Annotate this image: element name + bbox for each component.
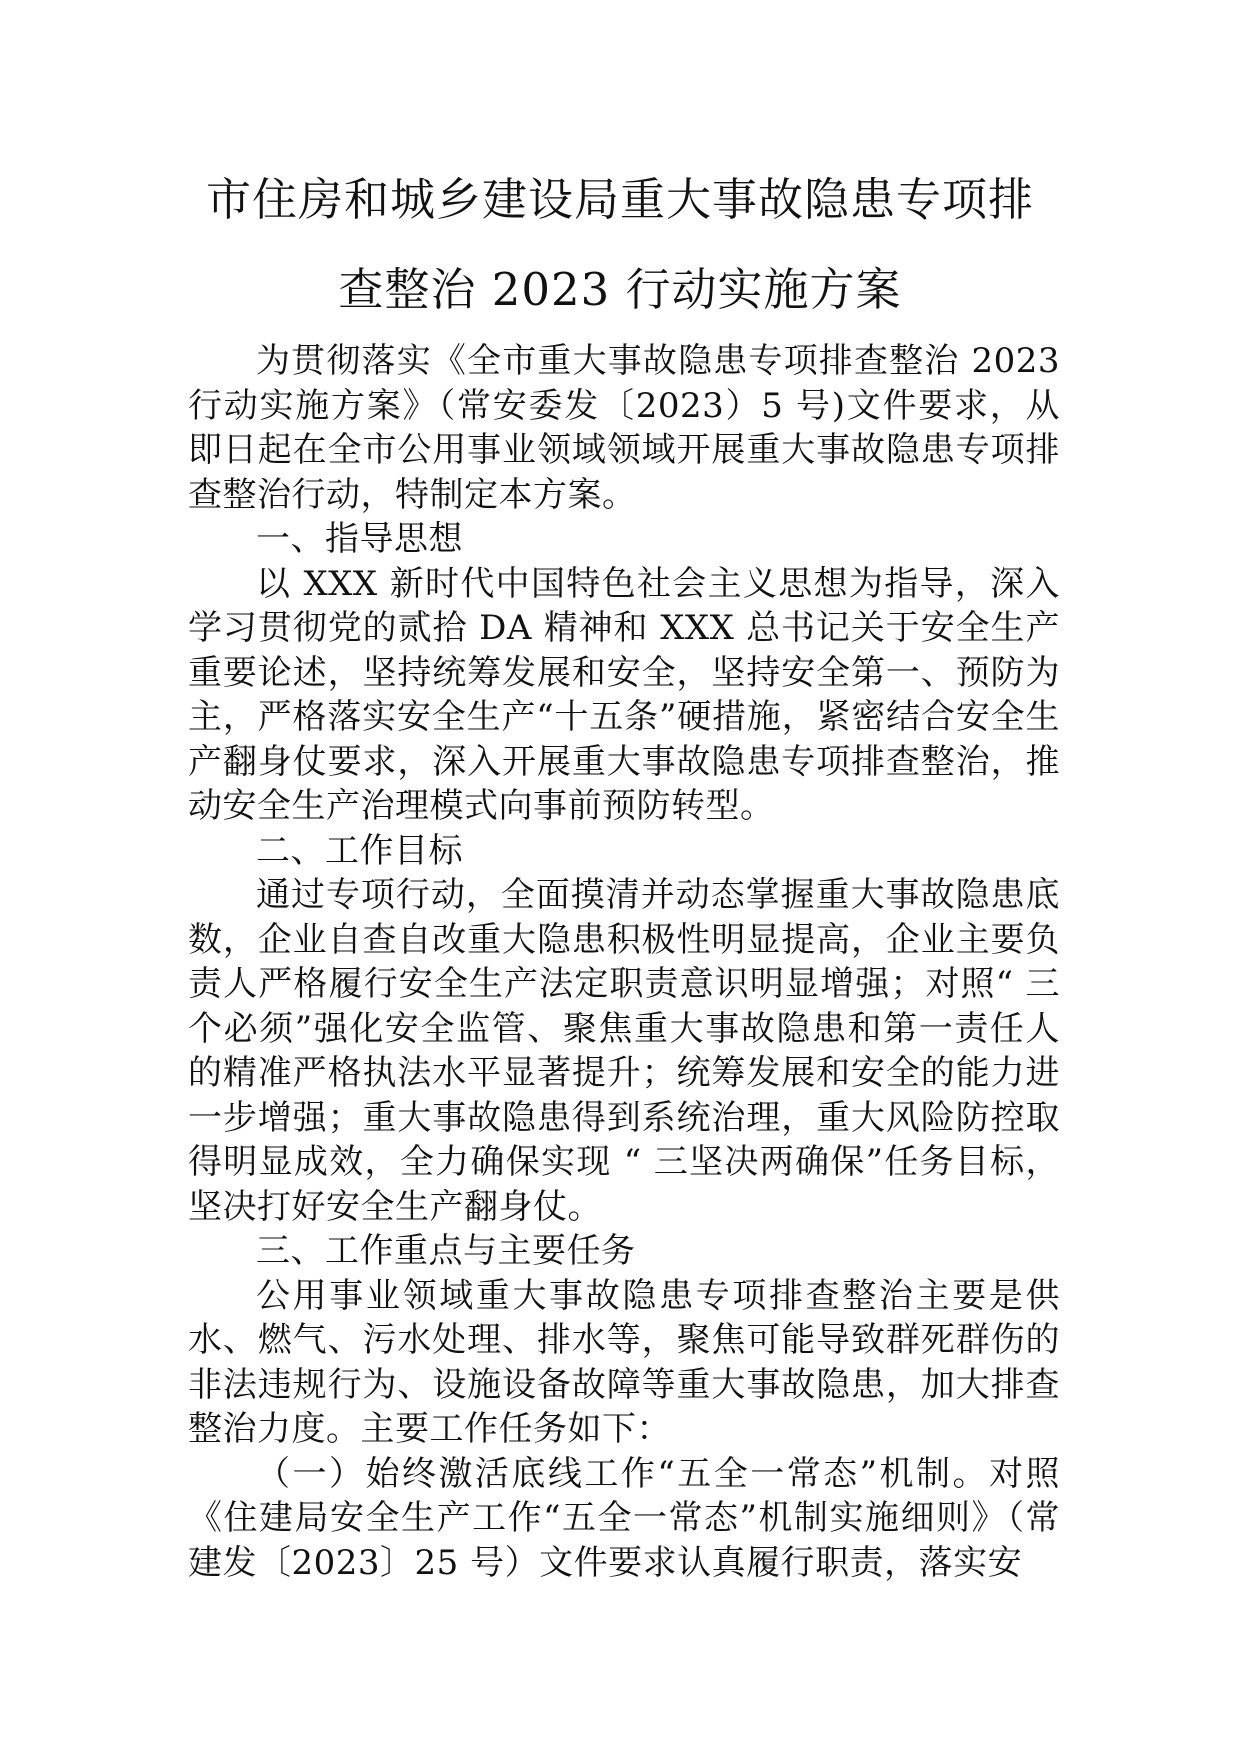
document-title-line-1: 市住房和城乡建设局重大事故隐患专项排: [205, 173, 1034, 226]
section-1-paragraph: 以 XXX 新时代中国特色社会主义思想为指导，深入学习贯彻党的贰拾 DA 精神和 XXX 总书记关于安全生产重要论述，坚持统筹发展和安全，坚持安全第一、预防为主，严格落实安全生产“十五条”硬措施，紧密结合安全生产翻身仗要求，深入开展重大事故隐患专项排查整治，推动安全生产治理模式向事前预防转型。: [188, 563, 1060, 826]
section-3-item-1: （一）始终激活底线工作“五全一常态”机制。对照《住建局安全生产工作“五全一常态”机制实施细则》（常建发〔2023〕25 号）文件要求认真履行职责，落实安: [188, 1453, 1060, 1583]
section-1-heading: 一、指导思想: [256, 519, 463, 559]
section-2-paragraph: 通过专项行动，全面摸清并动态掌握重大事故隐患底数，企业自查自改重大隐患积极性明显提高，企业主要负责人严格履行安全生产法定职责意识明显增强；对照“ 三个必须”强化安全监管、聚焦重大事故隐患和第一责任人的精准严格执法水平显著提升；统筹发展和安全的能力进一步增强；重大事故隐患得到系统治理，重大风险防控取得明显成效，全力确保实现 “ 三坚决两确保”任务目标，坚决打好安全生产翻身仗。: [188, 875, 1060, 1227]
document-body: [188, 339, 1060, 1585]
document-title-line-2: 查整治 2023 行动实施方案: [338, 263, 902, 316]
intro-paragraph: 为贯彻落实《全市重大事故隐患专项排查整治 2023 行动实施方案》（常安委发〔2023）5 号)文件要求，从即日起在全市公用事业领域领域开展重大事故隐患专项排查整治行动，特制定本方案。: [188, 341, 1060, 515]
section-2-heading: 二、工作目标: [256, 830, 463, 871]
section-3-paragraph: 公用事业领域重大事故隐患专项排查整治主要是供水、燃气、污水处理、排水等，聚焦可能导致群死群伤的非法违规行为、设施设备故障等重大事故隐患，加大排查整治力度。主要工作任务如下：: [188, 1275, 1060, 1449]
section-3-heading: 三、工作重点与主要任务: [256, 1231, 636, 1271]
